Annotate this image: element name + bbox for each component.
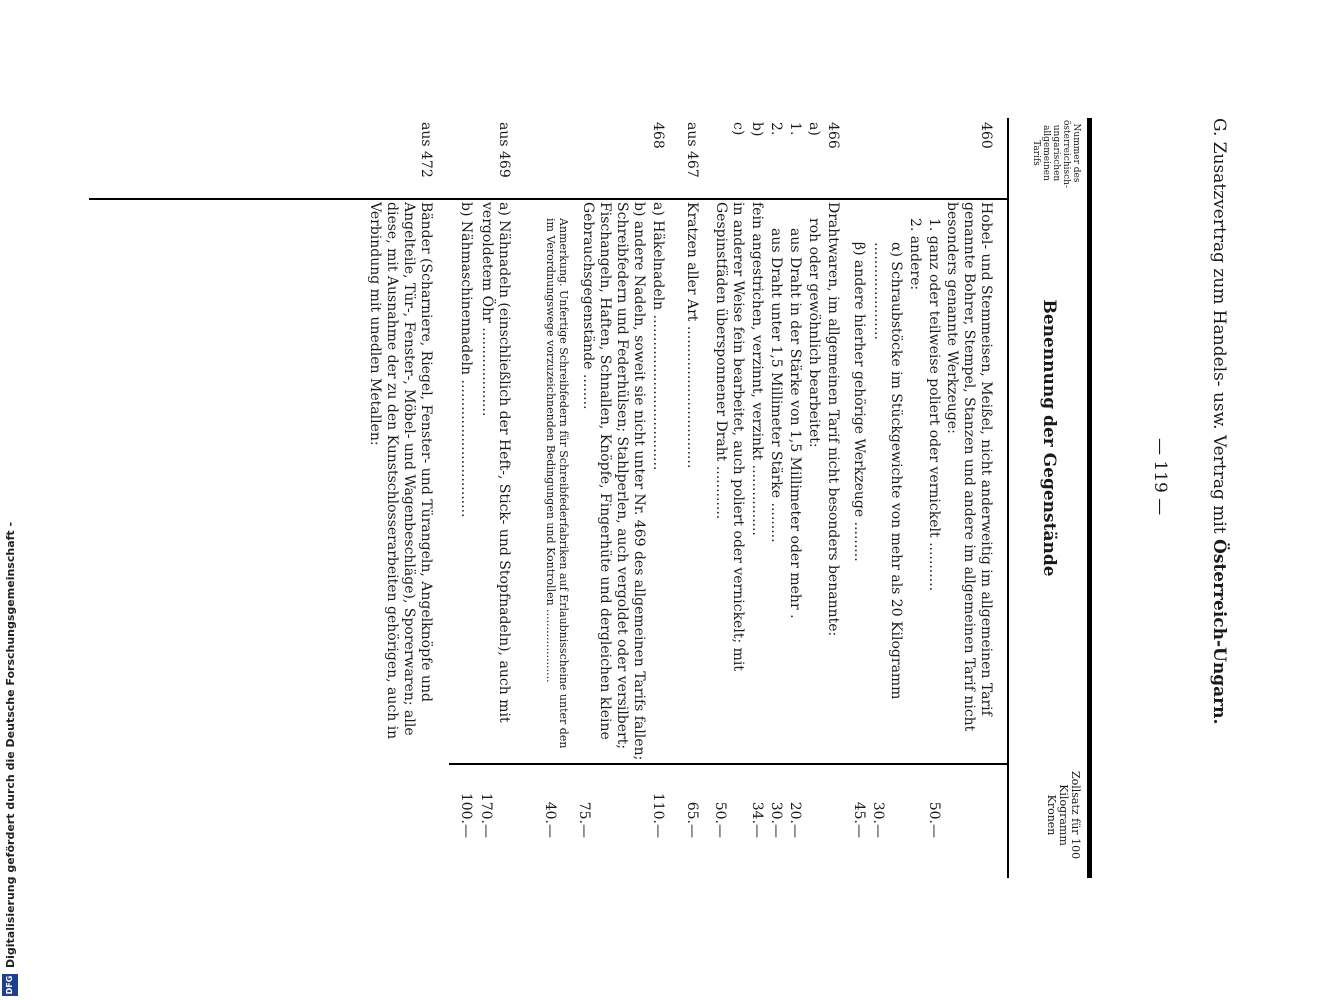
row-text: a) Nähnadeln (einschließlich der Heft-, Stick- und Stopfnadeln), auch mit vergoldetem Öhr .................... [479, 202, 512, 723]
table-top-rule [1088, 118, 1092, 878]
row-number: 460 [978, 122, 994, 149]
row-rate: 65.— [684, 801, 700, 838]
row-rate: 100.— [458, 792, 474, 838]
row-number: 468 [650, 122, 666, 149]
dfg-logo: DFG [2, 974, 18, 996]
col-header-description: Benennung der Gegenstände [1039, 299, 1059, 577]
row-rate: 20.— [787, 801, 803, 838]
row-rate: 50.— [712, 801, 728, 838]
page-number-row [1144, 118, 1170, 878]
row-number: 1. [787, 122, 803, 136]
side-note-text: Digitalisierung gefördert durch die Deutsche Forschungsgemeinschaft - [4, 521, 17, 968]
row-number: 466 [825, 122, 841, 149]
row-number: 2. [768, 122, 784, 136]
row-text: 1. ganz oder teilweise poliert oder vernickelt ........... [926, 218, 942, 592]
row-rate: 50.— [926, 801, 942, 838]
row-number: c) [730, 122, 746, 136]
running-header [1201, 118, 1229, 878]
row-text: aus Draht in der Stärke von 1,5 Millimeter oder mehr . [787, 228, 803, 619]
row-rate: 40.— [542, 801, 558, 838]
row-number: aus 469 [496, 122, 512, 178]
row-text: β) andere hierher gehörige Werkzeuge ......... [851, 242, 867, 562]
row-note: Anmerkung. Unfertige Schreibfedern für Schreibfederfabriken auf Erlaubnisscheine unter den im Verordnungswege vorzuzeichnenden Bedingungen und Kontrollen ..................... [544, 218, 570, 749]
row-text: a) Häkelnadeln ................................... [650, 202, 666, 471]
row-rate: 110.— [650, 792, 666, 838]
row-rate: 34.— [749, 801, 765, 838]
row-number: a) [806, 122, 822, 136]
row-rate: 170.— [478, 792, 494, 838]
row-text: α) Schraubstöcke im Stückgewichte von mehr als 20 Kilogramm ...................... [871, 242, 904, 700]
tariff-table [143, 118, 1089, 878]
row-text: Bänder (Scharniere, Riegel, Fenster- und Türangeln, Angelknöpfe und Angelteile, Tür-, Fenster-, Möbel- und Wagenbeschläge), Sporerwaren; alle diese, mit Ausnahme der zu den Kunstschlosserarbeiten gehörigen, auch in Verbindung mit unedlen Metallen: [367, 202, 434, 740]
rotated-page [142, 118, 1229, 878]
header-country: Österreich-Ungarn. [1209, 539, 1229, 725]
page-number: — 119 — [1150, 438, 1170, 516]
row-text: in anderer Weise fein bearbeitet, auch poliert oder vernickelt; mit Gespinstfäden übersponnener Draht ............ [713, 202, 746, 671]
side-note [2, 396, 22, 996]
row-text: Drahtwaren, im allgemeinen Tarif nicht besonders benannte: [825, 202, 841, 637]
row-text: 2. andere: [907, 218, 923, 291]
col-header-number: Nummer des österreichisch-ungarischen allgemeinen Tarifs [1031, 120, 1081, 189]
row-rate: 75.— [576, 801, 592, 838]
row-text: b) Nähmaschinennadeln ............................... [458, 202, 474, 518]
row-text: roh oder gewöhnlich bearbeitet: [806, 218, 822, 448]
row-rate: 45.— [851, 801, 867, 838]
row-rate: 30.— [768, 801, 784, 838]
row-number: b) [749, 122, 765, 137]
header-title [1209, 118, 1229, 724]
row-text: aus Draht unter 1,5 Millimeter Stärke ......... [768, 228, 784, 543]
row-number: aus 467 [684, 122, 700, 178]
table-top-rule-thin [1087, 118, 1088, 878]
row-text: Kratzen aller Art ................................ [684, 202, 700, 469]
row-text: Hobel- und Stemmeisen, Meißel, nicht anderweitig im allgemeinen Tarif genannte Bohrer, Stempel, Stanzen und andere im allgemeinen Tarif nicht besonders genannte Werkzeuge: [944, 202, 994, 732]
row-text: b) andere Nadeln, soweit sie nicht unter Nr. 469 des allgemeinen Tarifs fallen; Schreibfedern und Federhülsen; Stahlperlen, auch vergoldet oder versilbert; Fischangeln, Haften, Schnallen, Knöpfe, Fingerhüte und dergleichen kleine Gebrauchsgegenstände ........ [580, 202, 647, 761]
row-number: aus 472 [418, 122, 434, 178]
row-text: fein angestrichen, verzinnt, verzinkt ................ [749, 202, 765, 536]
col-divider-number [89, 198, 1009, 200]
row-rate: 30.— [870, 801, 886, 838]
col-header-rate: Zollsatz für 100 Kilogramm Kronen [1045, 770, 1082, 860]
header-title-prefix: G. Zusatzvertrag zum Handels- usw. Vertrag mit [1209, 118, 1229, 540]
col-divider-rate [449, 763, 1009, 765]
